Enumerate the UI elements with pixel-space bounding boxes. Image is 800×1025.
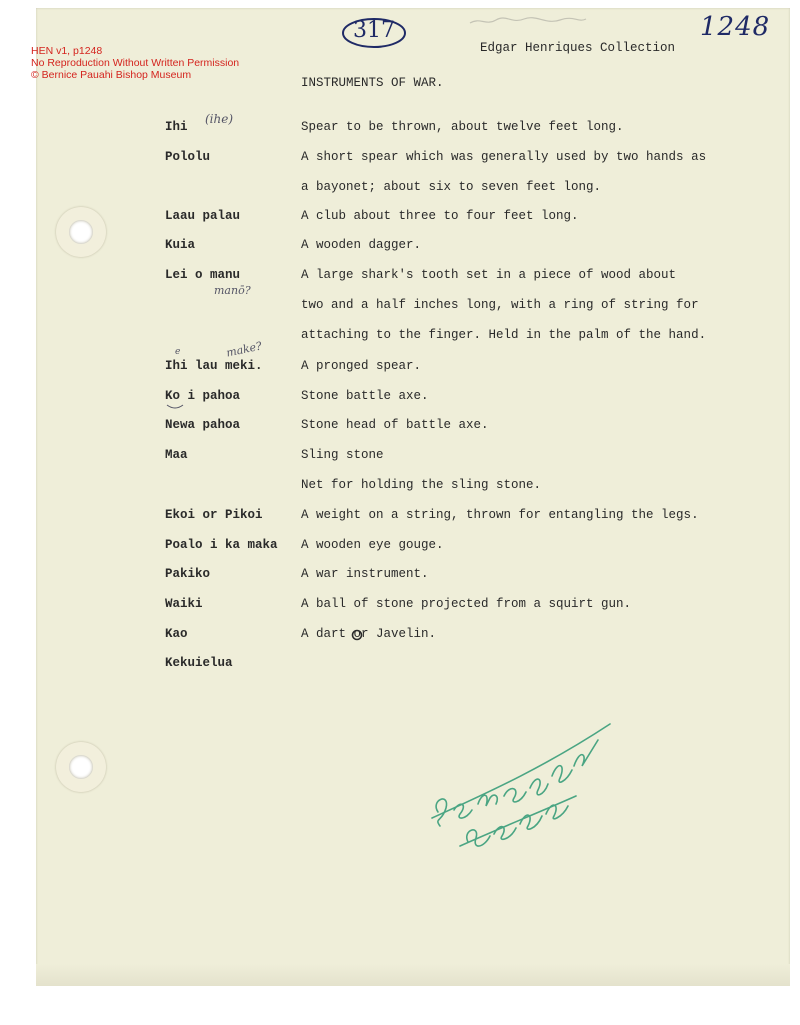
entry-term: Waiki — [165, 597, 203, 611]
circled-number-text: 317 — [353, 18, 395, 43]
entry-definition: A club about three to four feet long. — [301, 209, 579, 223]
pencil-annotation-ihi-mark: e — [175, 347, 181, 357]
entry-definition-continued: attaching to the finger. Held in the palm of the hand. — [301, 328, 707, 342]
watermark-line-2: No Reproduction Without Written Permission — [31, 57, 240, 69]
entry-definition-continued: a bayonet; about six to seven feet long. — [301, 180, 602, 194]
entry-term: Ko i pahoa — [165, 389, 241, 403]
entry-definition: A large shark's tooth set in a piece of wood about — [301, 268, 677, 282]
entry-definition: Stone battle axe. — [301, 389, 429, 403]
entry-term: Kao — [165, 627, 188, 641]
entry-term: Kekuielua — [165, 656, 233, 670]
entry-definition: Sling stone — [301, 448, 384, 462]
pencil-annotation-make: make? — [225, 339, 264, 360]
entry-term: Lei o manu — [165, 268, 241, 282]
crossed-out-green-note-icon — [420, 700, 620, 870]
pencil-underline-mark-icon — [166, 403, 184, 411]
entry-term: Ihi lau meki. — [165, 359, 263, 373]
ink-overwrite-mark-icon — [350, 628, 364, 642]
entry-definition: A dart or Javelin. — [301, 627, 437, 641]
copyright-watermark — [31, 45, 239, 81]
binder-hole-top — [56, 207, 106, 257]
entry-term: Ekoi or Pikoi — [165, 508, 263, 522]
entry-term: Poalo i ka maka — [165, 538, 278, 552]
watermark-line-1: HEN v1, p1248 — [31, 45, 103, 57]
entry-definition: A ball of stone projected from a squirt gun. — [301, 597, 632, 611]
entry-term: Pololu — [165, 150, 211, 164]
binder-hole-bottom — [56, 742, 106, 792]
pencil-annotation-mano: manō? — [214, 284, 251, 297]
entry-definition: Stone head of battle axe. — [301, 418, 489, 432]
collection-name: Edgar Henriques Collection — [480, 41, 676, 55]
entry-term: Newa pahoa — [165, 418, 241, 432]
entry-term: Ihi — [165, 120, 188, 134]
entry-definition-continued: two and a half inches long, with a ring of string for — [301, 298, 699, 312]
entry-definition-continued: Net for holding the sling stone. — [301, 478, 542, 492]
entry-definition: A wooden eye gouge. — [301, 538, 444, 552]
entry-term: Laau palau — [165, 209, 241, 223]
pencil-annotation-ihe: (ihe) — [205, 112, 234, 126]
circled-page-number — [340, 16, 408, 50]
handwritten-page-number: 1248 — [700, 12, 771, 42]
entry-definition: A war instrument. — [301, 567, 429, 581]
entry-term: Maa — [165, 448, 188, 462]
watermark-line-3: © Bernice Pauahi Bishop Museum — [31, 69, 192, 81]
entry-term: Kuia — [165, 238, 196, 252]
entry-definition: A short spear which was generally used by two hands as — [301, 150, 707, 164]
document-title: INSTRUMENTS OF WAR. — [301, 76, 444, 90]
entry-term: Pakiko — [165, 567, 211, 581]
entry-definition: A pronged spear. — [301, 359, 422, 373]
entry-definition: A weight on a string, thrown for entangling the legs. — [301, 508, 699, 522]
entry-definition: Spear to be thrown, about twelve feet long. — [301, 120, 624, 134]
faint-pencil-note-icon — [468, 14, 588, 28]
entry-definition: A wooden dagger. — [301, 238, 422, 252]
